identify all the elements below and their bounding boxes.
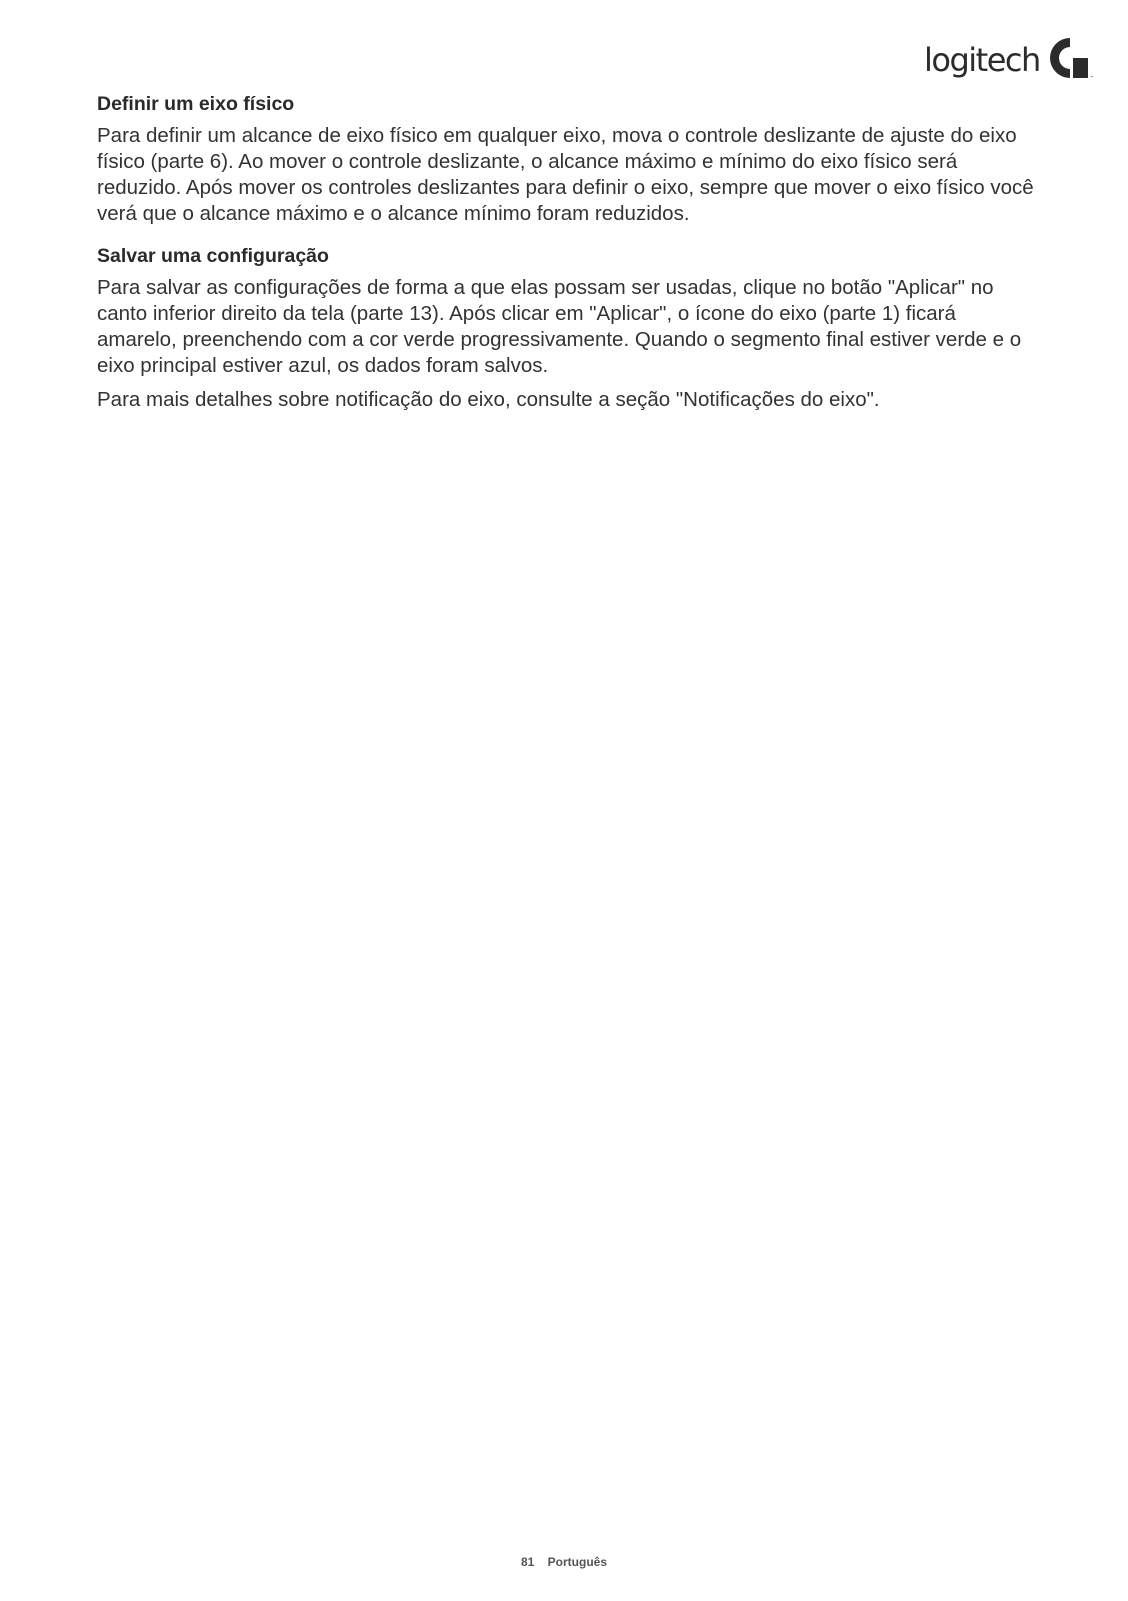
page-number: 81 bbox=[520, 1555, 535, 1569]
section-paragraph: Para definir um alcance de eixo físico em qualquer eixo, mova o controle deslizante de ajuste do eixo físico (parte 6). Ao mover o controle deslizante, o alcance máximo e mínimo do eixo físico será reduzido. Após mover os controles deslizantes para definir o eixo, sempre que mover o eixo físico você verá que o alcance máximo e o alcance mínimo foram reduzidos. bbox=[97, 124, 1034, 225]
document-body bbox=[97, 91, 1037, 413]
svg-text:™: ™ bbox=[1089, 75, 1094, 80]
logitech-g-icon bbox=[1048, 36, 1094, 80]
section-heading-physical-axis: Definir um eixo físico bbox=[97, 93, 295, 115]
page-language: Português bbox=[547, 1555, 608, 1569]
section-paragraph: Para salvar as configurações de forma a que elas possam ser usadas, clique no botão "Aplicar" no canto inferior direito da tela (parte 13). Após clicar em "Aplicar", o ícone do eixo (parte 1) ficará amarelo, preenchendo com a cor verde progressivamente. Quando o segmento final estiver verde e o eixo principal estiver azul, os dados foram salvos. bbox=[97, 276, 1022, 377]
section-paragraph: Para mais detalhes sobre notificação do eixo, consulte a seção "Notificações do eixo". bbox=[97, 388, 880, 411]
logo-wordmark: logitech bbox=[924, 41, 1040, 79]
section-heading-save-config: Salvar uma configuração bbox=[97, 245, 329, 267]
logitech-logo bbox=[924, 32, 1094, 80]
page-footer bbox=[0, 1555, 1128, 1569]
